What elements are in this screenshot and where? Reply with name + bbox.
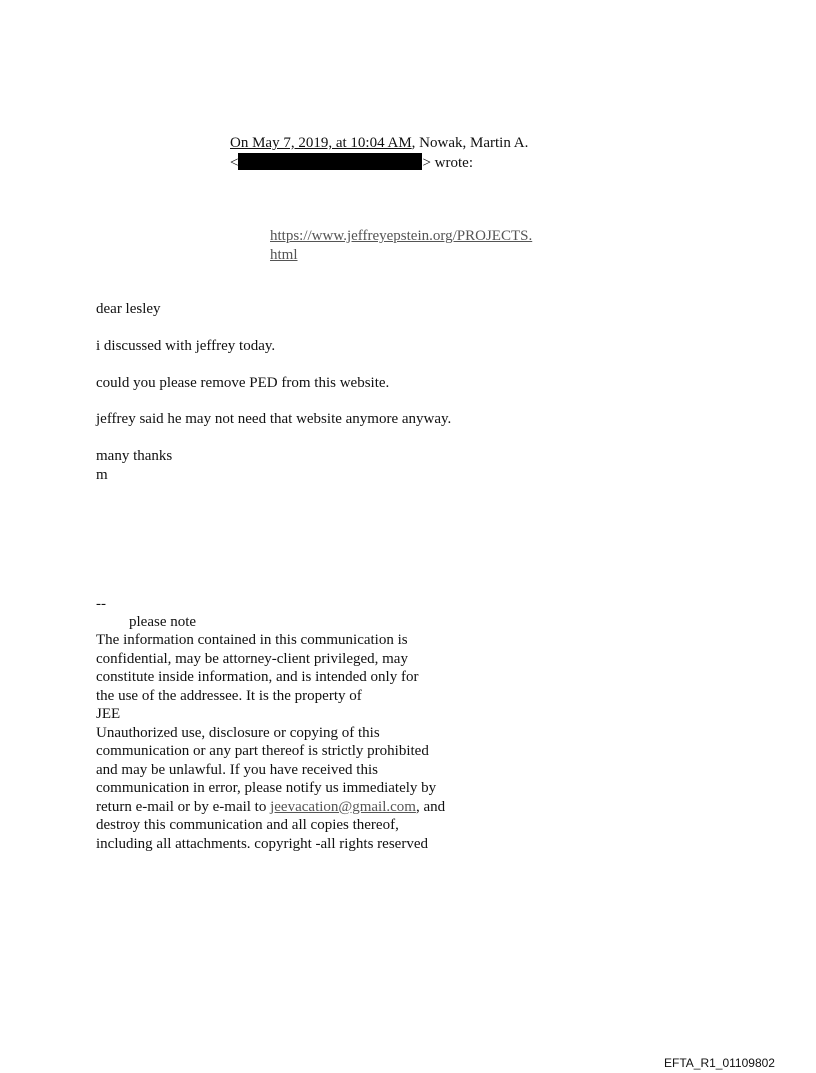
disclaimer-line: constitute inside information, and is intended only for <box>96 669 419 685</box>
website-link[interactable] <box>270 227 532 264</box>
message-greeting: dear lesley <box>96 301 161 317</box>
message-closing: many thanks <box>96 448 173 464</box>
website-link-line-2[interactable]: html <box>270 246 298 263</box>
disclaimer-email-line <box>96 798 476 817</box>
email-open-bracket: < <box>230 155 239 171</box>
signature-separator: -- <box>96 596 106 612</box>
disclaimer-line: communication in error, please notify us immediately by <box>96 780 437 796</box>
quote-wrote: > wrote: <box>422 155 473 171</box>
disclaimer-line: and may be unlawful. If you have received this <box>96 761 378 778</box>
message-signature: m <box>96 467 108 483</box>
message-line-3: jeffrey said he may not need that website anymore anyway. <box>96 411 452 427</box>
disclaimer-line: the use of the addressee. It is the property of <box>96 687 362 704</box>
quote-sender: , Nowak, Martin A. <box>411 135 529 151</box>
document-id: EFTA_R1_01109802 <box>664 1056 775 1070</box>
disclaimer-line: confidential, may be attorney-client privileged, may <box>96 650 408 667</box>
quote-email-line <box>230 153 473 173</box>
quote-date: On May 7, 2019, at 10:04 AM <box>230 135 412 151</box>
disclaimer-line: communication or any part thereof is strictly prohibited <box>96 743 429 759</box>
redaction-bar <box>238 153 422 170</box>
email-line-prefix: return e-mail or by e-mail to <box>96 798 271 815</box>
disclaimer-line: Unauthorized use, disclosure or copying of this <box>96 724 380 741</box>
disclaimer-line: including all attachments. copyright -all rights reserved <box>96 835 428 852</box>
disclaimer-line: The information contained in this communication is <box>96 632 408 648</box>
disclaimer-line: JEE <box>96 706 121 722</box>
disclaimer-block <box>96 631 476 853</box>
email-line-suffix: , and <box>415 798 446 815</box>
website-link-line-1[interactable]: https://www.jeffreyepstein.org/PROJECTS. <box>270 228 533 244</box>
disclaimer-line: destroy this communication and all copies thereof, <box>96 817 399 833</box>
please-note-heading: please note <box>129 614 197 630</box>
message-line-1: i discussed with jeffrey today. <box>96 338 276 354</box>
quote-header-line <box>230 134 528 153</box>
contact-email-link[interactable]: jeevacation@gmail.com <box>270 798 416 815</box>
message-line-2: could you please remove PED from this website. <box>96 375 390 391</box>
